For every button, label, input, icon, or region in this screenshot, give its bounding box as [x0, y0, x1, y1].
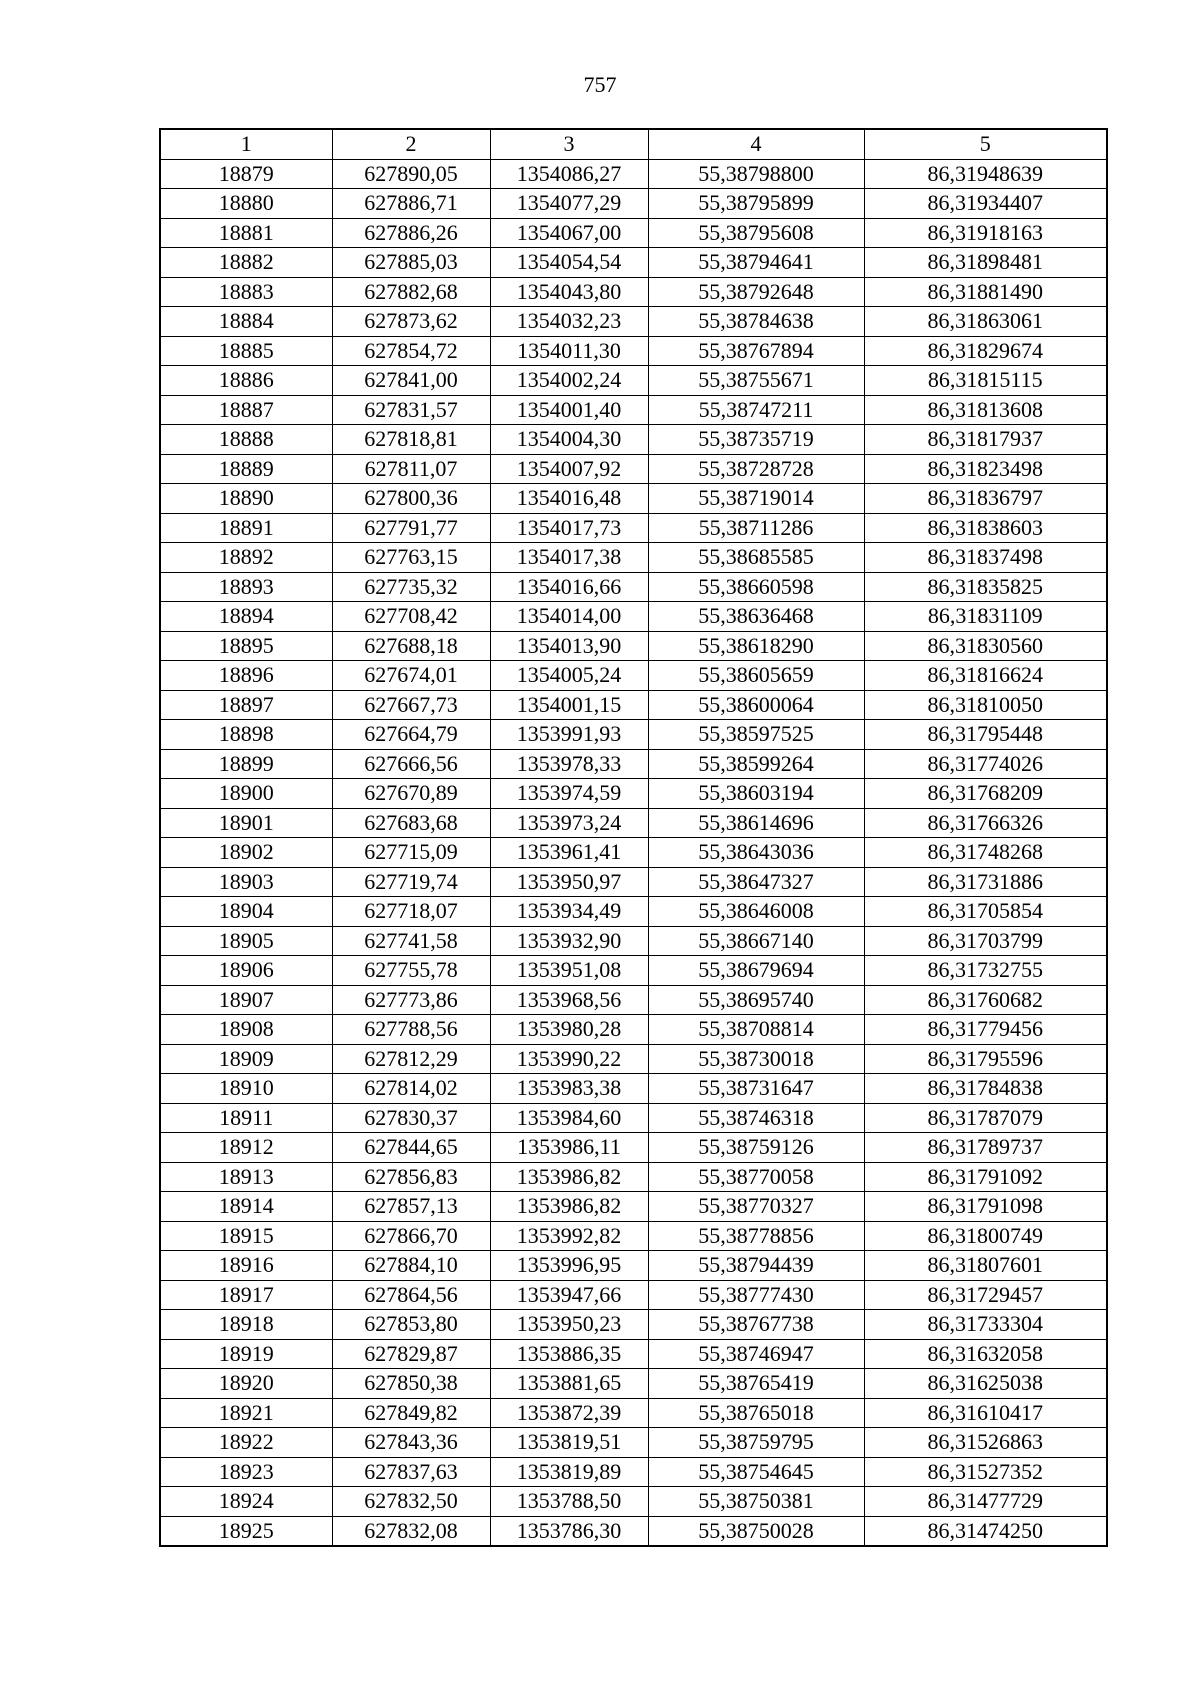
table-cell: 86,31838603	[864, 513, 1107, 543]
table-cell: 86,31810050	[864, 690, 1107, 720]
table-cell: 627800,36	[332, 484, 490, 514]
table-cell: 55,38798800	[648, 159, 864, 189]
table-cell: 55,38711286	[648, 513, 864, 543]
table-cell: 86,31474250	[864, 1516, 1107, 1546]
table-cell: 18914	[160, 1192, 332, 1222]
table-cell: 627763,15	[332, 543, 490, 573]
table-cell: 55,38746947	[648, 1339, 864, 1369]
table-cell: 86,31787079	[864, 1103, 1107, 1133]
table-cell: 86,31705854	[864, 897, 1107, 927]
table-row	[160, 867, 1107, 897]
table-row	[160, 985, 1107, 1015]
table-cell: 18890	[160, 484, 332, 514]
table-row	[160, 838, 1107, 868]
table-cell: 55,38765018	[648, 1398, 864, 1428]
table-row	[160, 1044, 1107, 1074]
table-row	[160, 690, 1107, 720]
table-cell: 86,31477729	[864, 1487, 1107, 1517]
table-cell: 627814,02	[332, 1074, 490, 1104]
table-cell: 1354017,73	[490, 513, 648, 543]
table-cell: 18884	[160, 307, 332, 337]
table-row	[160, 1221, 1107, 1251]
table-cell: 1354001,15	[490, 690, 648, 720]
table-row	[160, 1398, 1107, 1428]
table-cell: 86,31800749	[864, 1221, 1107, 1251]
table-cell: 55,38765419	[648, 1369, 864, 1399]
table-cell: 86,31791092	[864, 1162, 1107, 1192]
table-cell: 18895	[160, 631, 332, 661]
table-row	[160, 513, 1107, 543]
table-row	[160, 1015, 1107, 1045]
table-row	[160, 1192, 1107, 1222]
table-cell: 86,31830560	[864, 631, 1107, 661]
table-cell: 627850,38	[332, 1369, 490, 1399]
table-cell: 86,31816624	[864, 661, 1107, 691]
table-cell: 55,38767738	[648, 1310, 864, 1340]
table-cell: 1354004,30	[490, 425, 648, 455]
table-row	[160, 248, 1107, 278]
table-cell: 627735,32	[332, 572, 490, 602]
table-cell: 1353991,93	[490, 720, 648, 750]
table-cell: 86,31703799	[864, 926, 1107, 956]
table-cell: 18925	[160, 1516, 332, 1546]
table-cell: 1354054,54	[490, 248, 648, 278]
table-cell: 18885	[160, 336, 332, 366]
table-cell: 18908	[160, 1015, 332, 1045]
table-cell: 627830,37	[332, 1103, 490, 1133]
table-row	[160, 1133, 1107, 1163]
table-cell: 18880	[160, 189, 332, 219]
table-row	[160, 189, 1107, 219]
table-cell: 18893	[160, 572, 332, 602]
table-cell: 55,38708814	[648, 1015, 864, 1045]
table-cell: 1353983,38	[490, 1074, 648, 1104]
table-cell: 55,38778856	[648, 1221, 864, 1251]
table-cell: 1354011,30	[490, 336, 648, 366]
table-cell: 55,38667140	[648, 926, 864, 956]
table-cell: 627884,10	[332, 1251, 490, 1281]
table-cell: 1354005,24	[490, 661, 648, 691]
table-cell: 86,31829674	[864, 336, 1107, 366]
table-cell: 1354002,24	[490, 366, 648, 396]
table-cell: 1353950,97	[490, 867, 648, 897]
table-cell: 1354016,66	[490, 572, 648, 602]
table-cell: 55,38755671	[648, 366, 864, 396]
table-cell: 1353788,50	[490, 1487, 648, 1517]
table-cell: 627866,70	[332, 1221, 490, 1251]
table-cell: 1353819,89	[490, 1457, 648, 1487]
table-cell: 86,31831109	[864, 602, 1107, 632]
table-cell: 1354017,38	[490, 543, 648, 573]
table-row	[160, 336, 1107, 366]
table-cell: 55,38685585	[648, 543, 864, 573]
table-cell: 18913	[160, 1162, 332, 1192]
table-cell: 627886,26	[332, 218, 490, 248]
table-row	[160, 484, 1107, 514]
table-cell: 18882	[160, 248, 332, 278]
table-cell: 55,38794439	[648, 1251, 864, 1281]
table-cell: 1353984,60	[490, 1103, 648, 1133]
table-cell: 1353961,41	[490, 838, 648, 868]
table-cell: 18900	[160, 779, 332, 809]
table-row	[160, 1251, 1107, 1281]
table-cell: 55,38660598	[648, 572, 864, 602]
table-cell: 627829,87	[332, 1339, 490, 1369]
table-cell: 55,38679694	[648, 956, 864, 986]
table-cell: 627837,63	[332, 1457, 490, 1487]
table-cell: 86,31815115	[864, 366, 1107, 396]
table-cell: 86,31918163	[864, 218, 1107, 248]
table-cell: 18894	[160, 602, 332, 632]
table-cell: 1353986,82	[490, 1192, 648, 1222]
table-body	[160, 159, 1107, 1546]
table-cell: 55,38730018	[648, 1044, 864, 1074]
table-cell: 18924	[160, 1487, 332, 1517]
table-cell: 86,31768209	[864, 779, 1107, 809]
table-cell: 18881	[160, 218, 332, 248]
table-cell: 18883	[160, 277, 332, 307]
table-cell: 627882,68	[332, 277, 490, 307]
table-cell: 18902	[160, 838, 332, 868]
table-cell: 55,38597525	[648, 720, 864, 750]
table-cell: 18923	[160, 1457, 332, 1487]
table-cell: 55,38759126	[648, 1133, 864, 1163]
table-cell: 1353819,51	[490, 1428, 648, 1458]
table-cell: 86,31807601	[864, 1251, 1107, 1281]
table-cell: 86,31784838	[864, 1074, 1107, 1104]
table-row	[160, 1310, 1107, 1340]
table-cell: 55,38792648	[648, 277, 864, 307]
table-cell: 55,38600064	[648, 690, 864, 720]
table-cell: 1353786,30	[490, 1516, 648, 1546]
table-row	[160, 1369, 1107, 1399]
table-cell: 1353932,90	[490, 926, 648, 956]
table-cell: 1354013,90	[490, 631, 648, 661]
column-header: 1	[160, 129, 332, 159]
table-cell: 86,31837498	[864, 543, 1107, 573]
table-header	[160, 129, 1107, 159]
table-cell: 55,38795899	[648, 189, 864, 219]
table-row	[160, 1103, 1107, 1133]
column-header: 3	[490, 129, 648, 159]
table-cell: 18889	[160, 454, 332, 484]
table-cell: 1353934,49	[490, 897, 648, 927]
table-cell: 627715,09	[332, 838, 490, 868]
table-cell: 18898	[160, 720, 332, 750]
table-cell: 627831,57	[332, 395, 490, 425]
table-cell: 18909	[160, 1044, 332, 1074]
table-row	[160, 425, 1107, 455]
table-cell: 86,31863061	[864, 307, 1107, 337]
table-cell: 18896	[160, 661, 332, 691]
table-cell: 55,38646008	[648, 897, 864, 927]
table-cell: 55,38603194	[648, 779, 864, 809]
table-cell: 86,31526863	[864, 1428, 1107, 1458]
table-cell: 627773,86	[332, 985, 490, 1015]
table-row	[160, 218, 1107, 248]
table-cell: 627818,81	[332, 425, 490, 455]
table-cell: 55,38605659	[648, 661, 864, 691]
table-cell: 1353968,56	[490, 985, 648, 1015]
table-cell: 1354014,00	[490, 602, 648, 632]
table-cell: 55,38695740	[648, 985, 864, 1015]
table-cell: 86,31836797	[864, 484, 1107, 514]
table-cell: 86,31791098	[864, 1192, 1107, 1222]
table-cell: 55,38636468	[648, 602, 864, 632]
table-cell: 627718,07	[332, 897, 490, 927]
table-cell: 86,31779456	[864, 1015, 1107, 1045]
table-cell: 55,38795608	[648, 218, 864, 248]
table-cell: 18891	[160, 513, 332, 543]
table-row	[160, 661, 1107, 691]
table-cell: 18901	[160, 808, 332, 838]
table-cell: 1353950,23	[490, 1310, 648, 1340]
table-cell: 1354077,29	[490, 189, 648, 219]
table-cell: 627788,56	[332, 1015, 490, 1045]
table-row	[160, 454, 1107, 484]
table-cell: 1353947,66	[490, 1280, 648, 1310]
table-cell: 55,38770058	[648, 1162, 864, 1192]
table-cell: 18903	[160, 867, 332, 897]
table-cell: 55,38643036	[648, 838, 864, 868]
table-cell: 55,38647327	[648, 867, 864, 897]
table-row	[160, 1162, 1107, 1192]
table-cell: 1353980,28	[490, 1015, 648, 1045]
table-cell: 86,31948639	[864, 159, 1107, 189]
table-cell: 627755,78	[332, 956, 490, 986]
table-cell: 55,38731647	[648, 1074, 864, 1104]
table-cell: 18887	[160, 395, 332, 425]
table-cell: 627832,08	[332, 1516, 490, 1546]
table-cell: 55,38750028	[648, 1516, 864, 1546]
table-cell: 86,31733304	[864, 1310, 1107, 1340]
table-cell: 18915	[160, 1221, 332, 1251]
table-row	[160, 1074, 1107, 1104]
table-cell: 55,38767894	[648, 336, 864, 366]
table-cell: 18921	[160, 1398, 332, 1428]
column-header: 2	[332, 129, 490, 159]
table-cell: 1354032,23	[490, 307, 648, 337]
table-cell: 1353978,33	[490, 749, 648, 779]
table-row	[160, 1339, 1107, 1369]
table-cell: 627719,74	[332, 867, 490, 897]
table-cell: 86,31527352	[864, 1457, 1107, 1487]
table-cell: 55,38784638	[648, 307, 864, 337]
table-row	[160, 926, 1107, 956]
table-row	[160, 1428, 1107, 1458]
table-cell: 1354086,27	[490, 159, 648, 189]
table-cell: 55,38759795	[648, 1428, 864, 1458]
header-row	[160, 129, 1107, 159]
table-cell: 627811,07	[332, 454, 490, 484]
table-cell: 627741,58	[332, 926, 490, 956]
table-cell: 55,38754645	[648, 1457, 864, 1487]
table-cell: 86,31795596	[864, 1044, 1107, 1074]
table-cell: 1353992,82	[490, 1221, 648, 1251]
table-cell: 18920	[160, 1369, 332, 1399]
table-cell: 1353990,22	[490, 1044, 648, 1074]
table-cell: 55,38728728	[648, 454, 864, 484]
table-cell: 55,38746318	[648, 1103, 864, 1133]
table-cell: 1353872,39	[490, 1398, 648, 1428]
table-row	[160, 631, 1107, 661]
table-cell: 86,31732755	[864, 956, 1107, 986]
table-row	[160, 808, 1107, 838]
coordinates-table	[159, 128, 1108, 1547]
table-cell: 1354016,48	[490, 484, 648, 514]
table-cell: 86,31760682	[864, 985, 1107, 1015]
table-cell: 86,31729457	[864, 1280, 1107, 1310]
table-cell: 18904	[160, 897, 332, 927]
table-cell: 18888	[160, 425, 332, 455]
table-cell: 1354067,00	[490, 218, 648, 248]
table-cell: 627832,50	[332, 1487, 490, 1517]
table-cell: 55,38618290	[648, 631, 864, 661]
table-cell: 1354001,40	[490, 395, 648, 425]
table-row	[160, 1457, 1107, 1487]
table-row	[160, 749, 1107, 779]
table-cell: 86,31731886	[864, 867, 1107, 897]
table-cell: 86,31898481	[864, 248, 1107, 278]
table-cell: 627844,65	[332, 1133, 490, 1163]
table-cell: 86,31789737	[864, 1133, 1107, 1163]
table-row	[160, 395, 1107, 425]
table-cell: 55,38599264	[648, 749, 864, 779]
table-row	[160, 1487, 1107, 1517]
table-cell: 55,38777430	[648, 1280, 864, 1310]
table-cell: 18918	[160, 1310, 332, 1340]
table-cell: 627843,36	[332, 1428, 490, 1458]
table-cell: 627885,03	[332, 248, 490, 278]
table-cell: 86,31774026	[864, 749, 1107, 779]
table-cell: 627864,56	[332, 1280, 490, 1310]
table-row	[160, 1516, 1107, 1546]
table-row	[160, 602, 1107, 632]
table-cell: 18899	[160, 749, 332, 779]
table-cell: 55,38735719	[648, 425, 864, 455]
table-cell: 627886,71	[332, 189, 490, 219]
table-cell: 627670,89	[332, 779, 490, 809]
table-cell: 1353974,59	[490, 779, 648, 809]
table-cell: 1353886,35	[490, 1339, 648, 1369]
table-cell: 86,31766326	[864, 808, 1107, 838]
table-cell: 18905	[160, 926, 332, 956]
table-cell: 18912	[160, 1133, 332, 1163]
table-cell: 18907	[160, 985, 332, 1015]
table-cell: 627812,29	[332, 1044, 490, 1074]
column-header: 4	[648, 129, 864, 159]
table-cell: 86,31625038	[864, 1369, 1107, 1399]
table-row	[160, 720, 1107, 750]
table-cell: 627856,83	[332, 1162, 490, 1192]
table-cell: 627708,42	[332, 602, 490, 632]
table-cell: 55,38719014	[648, 484, 864, 514]
table-cell: 55,38614696	[648, 808, 864, 838]
table-cell: 86,31835825	[864, 572, 1107, 602]
table-cell: 55,38770327	[648, 1192, 864, 1222]
table-cell: 627674,01	[332, 661, 490, 691]
table-cell: 1353986,11	[490, 1133, 648, 1163]
table-row	[160, 543, 1107, 573]
column-header: 5	[864, 129, 1107, 159]
table-cell: 86,31934407	[864, 189, 1107, 219]
table-row	[160, 779, 1107, 809]
table-cell: 86,31817937	[864, 425, 1107, 455]
table-row	[160, 1280, 1107, 1310]
table-cell: 55,38750381	[648, 1487, 864, 1517]
table-cell: 18917	[160, 1280, 332, 1310]
table-cell: 627890,05	[332, 159, 490, 189]
table-cell: 18906	[160, 956, 332, 986]
table-cell: 1354043,80	[490, 277, 648, 307]
table-cell: 627666,56	[332, 749, 490, 779]
table-cell: 627849,82	[332, 1398, 490, 1428]
table-cell: 627683,68	[332, 808, 490, 838]
table-row	[160, 897, 1107, 927]
table-cell: 1353973,24	[490, 808, 648, 838]
table-cell: 1354007,92	[490, 454, 648, 484]
table-cell: 627791,77	[332, 513, 490, 543]
table-cell: 627873,62	[332, 307, 490, 337]
table-row	[160, 366, 1107, 396]
table-cell: 18911	[160, 1103, 332, 1133]
table-cell: 627857,13	[332, 1192, 490, 1222]
page-number: 757	[583, 72, 617, 97]
table-cell: 1353951,08	[490, 956, 648, 986]
table-cell: 86,31748268	[864, 838, 1107, 868]
table-row	[160, 159, 1107, 189]
table-cell: 18879	[160, 159, 332, 189]
table-cell: 86,31881490	[864, 277, 1107, 307]
table-row	[160, 956, 1107, 986]
table-cell: 18910	[160, 1074, 332, 1104]
table-cell: 18886	[160, 366, 332, 396]
table-row	[160, 572, 1107, 602]
table-cell: 86,31632058	[864, 1339, 1107, 1369]
table-cell: 86,31813608	[864, 395, 1107, 425]
table-cell: 18892	[160, 543, 332, 573]
table-cell: 86,31610417	[864, 1398, 1107, 1428]
table-cell: 627841,00	[332, 366, 490, 396]
table-cell: 1353881,65	[490, 1369, 648, 1399]
table-cell: 627664,79	[332, 720, 490, 750]
table-cell: 18897	[160, 690, 332, 720]
table-row	[160, 307, 1107, 337]
table-cell: 1353986,82	[490, 1162, 648, 1192]
table-cell: 1353996,95	[490, 1251, 648, 1281]
table-cell: 18922	[160, 1428, 332, 1458]
table-cell: 18916	[160, 1251, 332, 1281]
table-cell: 627853,80	[332, 1310, 490, 1340]
table-cell: 86,31823498	[864, 454, 1107, 484]
table-row	[160, 277, 1107, 307]
table-cell: 627854,72	[332, 336, 490, 366]
table-cell: 627667,73	[332, 690, 490, 720]
table-cell: 18919	[160, 1339, 332, 1369]
table-cell: 86,31795448	[864, 720, 1107, 750]
table-cell: 55,38794641	[648, 248, 864, 278]
table-cell: 627688,18	[332, 631, 490, 661]
table-cell: 55,38747211	[648, 395, 864, 425]
